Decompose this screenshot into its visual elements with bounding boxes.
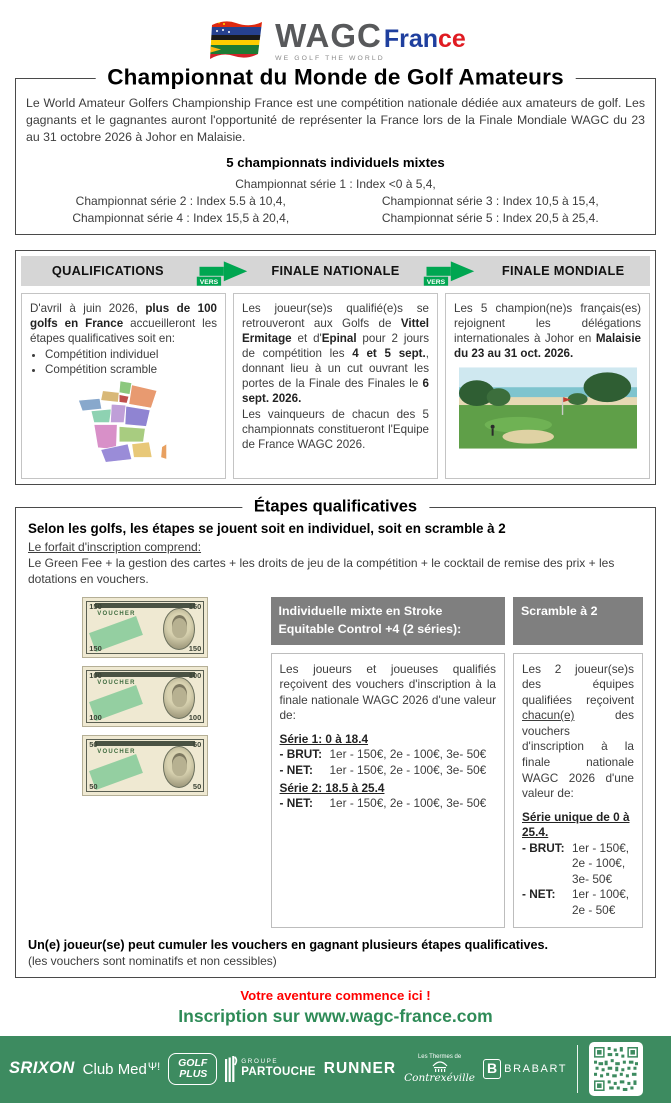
vers-arrow-icon xyxy=(195,260,249,288)
etapes-headline: Selon les golfs, les étapes se jouent soit en individuel, soit en scramble à 2 xyxy=(28,521,506,537)
forfait-title: Le forfait d'inscription comprend: xyxy=(28,540,202,555)
france-wordmark: France xyxy=(383,25,466,53)
voucher-banknote-50: 50 50 VOUCHER 50 50 xyxy=(82,735,208,796)
prize-line: - NET: 1er - 150€, 2e - 100€, 3e- 50€ xyxy=(279,796,487,811)
pavilion-icon xyxy=(431,1061,449,1072)
qualifications-column xyxy=(21,293,226,479)
individuelle-body xyxy=(271,653,506,928)
fm-text-bold: Malaisie du 23 au 31 oct. 2026. xyxy=(454,332,641,361)
sponsor-footer xyxy=(0,1036,671,1103)
offers-grid xyxy=(28,597,643,928)
fn-text-bold: Epinal xyxy=(321,332,357,346)
prize-line: - BRUT: 1er - 150€, 2e - 100€, 3e- 50€ xyxy=(522,840,630,886)
fn-text: et d' xyxy=(291,332,322,346)
finale-mondiale-column xyxy=(445,293,650,479)
footer-divider xyxy=(577,1045,578,1093)
serie-4: Championnat série 4 : Index 15,5 à 20,4, xyxy=(72,210,290,225)
qualif-bullets xyxy=(30,347,217,377)
scramble-text: des vouchers d'inscription à la finale nationale WAGC 2026 d'une valeur de: xyxy=(522,708,634,801)
scramble-body xyxy=(513,653,643,928)
scramble-text: Les 2 joueur(se)s des équipes qualifiées reçoivent xyxy=(522,661,634,707)
serie2-title: Série 2: 18.5 à 25.4 xyxy=(279,780,385,795)
serie1-title: Série 1: 0 à 18.4 xyxy=(279,731,369,746)
wagc-logo xyxy=(0,0,671,62)
serie-3: Championnat série 3 : Index 10,5 à 15,4, xyxy=(381,193,599,208)
forfait-text: Le Green Fee + la gestion des cartes + les droits de jeu de la compétition + le cocktail de remise des prix + les dotations en vouchers. xyxy=(28,556,615,587)
individuelle-text: Les joueurs et joueuses qualifiés reçoivent des vouchers d'inscription à la finale nationale WAGC 2026 d'une valeur de: xyxy=(279,661,496,723)
etapes-section xyxy=(15,497,656,977)
finale-nationale-column xyxy=(233,293,438,479)
pipeline-header-bar xyxy=(21,256,650,286)
svg-text:VERS: VERS xyxy=(427,278,446,286)
scramble-chacun: chacun(e) xyxy=(522,708,575,723)
step-finale-mondiale: FINALE MONDIALE xyxy=(501,263,625,279)
logo-wordmark xyxy=(275,17,466,62)
series-subtitle: 5 championnats individuels mixtes xyxy=(226,154,445,170)
voucher-images xyxy=(28,597,263,928)
fn-text-bold: Vittel Ermitage xyxy=(242,316,429,346)
intro-paragraph: Le World Amateur Golfers Championship France est une compétition nationale dédiée aux amateurs de golf. Les gagnants et le gagnantes auront l'opportunité de représenter la France lors de la Finale Mondiale WAGC du 23 au 31 octobre 2026 à Johor en Malaisie. xyxy=(26,96,645,144)
srixon-logo: SRIXON xyxy=(9,1058,75,1077)
france-map xyxy=(65,379,183,471)
cumul-note: (les vouchers sont nominatifs et non cessibles) xyxy=(28,953,277,968)
cta-website-link[interactable]: Inscription sur www.wagc-france.com xyxy=(178,1005,493,1026)
vers-arrow-icon xyxy=(422,260,476,288)
bullet-individuel: • Compétition individuel xyxy=(45,347,217,362)
serie-5: Championnat série 5 : Index 20,5 à 25,4. xyxy=(381,210,599,225)
step-qualifications: QUALIFICATIONS xyxy=(51,263,164,279)
fn-text-bold: 6 sept. 2026. xyxy=(242,377,429,406)
step-finale-nationale: FINALE NATIONALE xyxy=(271,263,400,279)
qualif-text: D'avril à juin 2026, xyxy=(30,301,146,315)
series-grid xyxy=(26,194,645,225)
brabart-logo: B BRABART xyxy=(483,1059,567,1079)
prize-line: - BRUT: 1er - 150€, 2e - 100€, 3e- 50€ xyxy=(279,747,487,762)
pipeline-section xyxy=(15,250,656,485)
trident-icon: Ψ! xyxy=(147,1060,161,1073)
wagc-flag-icon xyxy=(205,18,267,64)
page-title: Championnat du Monde de Golf Amateurs xyxy=(95,65,576,91)
golf-course-photo xyxy=(459,367,637,449)
partouche-bars-icon xyxy=(225,1056,238,1082)
qualif-text: accueilleront les étapes qualificatives soit en: xyxy=(30,316,218,346)
partouche-logo: GROUPE PARTOUCHE xyxy=(225,1056,315,1082)
fm-text: Les 5 champion(ne)s français(es) rejoignent les délégations internationales à Johor en xyxy=(454,301,641,346)
prize-line: - NET: 1er - 150€, 2e - 100€, 3e- 50€ xyxy=(279,762,487,777)
fn-text2: Les vainqueurs de chacun des 5 championnats constitueront l'Equipe de France WAGC 2026. xyxy=(242,408,429,452)
runner-logo: RUNNER xyxy=(323,1060,397,1078)
qr-code xyxy=(589,1042,643,1096)
voucher-banknote-100: 100 100 VOUCHER 100 100 xyxy=(82,666,208,727)
svg-text:VERS: VERS xyxy=(199,278,218,286)
scramble-header: Scramble à 2 xyxy=(513,597,643,645)
serie-1: Championnat série 1 : Index <0 à 5,4, xyxy=(235,176,436,191)
intro-section xyxy=(15,64,656,235)
fn-text-bold: 4 et 5 sept. xyxy=(352,347,426,361)
golfplus-logo: GOLF PLUS xyxy=(168,1053,217,1085)
fn-text: , donnant lieu à un cut ouvrant les portes de la Finale des Finales le xyxy=(242,347,429,391)
serie-2: Championnat série 2 : Index 5.5 à 10,4, xyxy=(75,193,286,208)
voucher-banknote-150: 150 150 VOUCHER 150 150 xyxy=(82,597,208,658)
individuelle-header: Individuelle mixte en Stroke Equitable Control +4 (2 séries): xyxy=(271,597,506,645)
wagc-wordmark: WAGC xyxy=(275,17,382,54)
fn-text: pour 2 jours de compétition les xyxy=(242,332,429,361)
contrexeville-logo: Les Thermes de Contrexéville xyxy=(404,1054,476,1085)
serie-unique-title: Série unique de 0 à 25.4. xyxy=(522,809,630,840)
fn-text: Les joueur(se)s qualifié(e)s se retrouveront aux Golfs de xyxy=(242,301,429,330)
logo-tagline: WE GOLF THE WORLD xyxy=(275,55,385,62)
prize-line: - NET: 1er - 100€, 2e - 50€ xyxy=(522,887,630,917)
cumul-statement: Un(e) joueur(se) peut cumuler les vouchers en gagnant plusieurs étapes qualificatives. xyxy=(28,937,548,952)
etapes-title: Étapes qualificatives xyxy=(242,498,429,517)
golfer-portrait xyxy=(163,746,195,788)
clubmed-logo: Club Med Ψ! xyxy=(82,1060,161,1078)
bullet-scramble: • Compétition scramble xyxy=(45,362,217,377)
qualif-text-bold: plus de 100 golfs en France xyxy=(30,301,217,330)
cta-adventure-line: Votre aventure commence ici ! xyxy=(240,987,431,1003)
